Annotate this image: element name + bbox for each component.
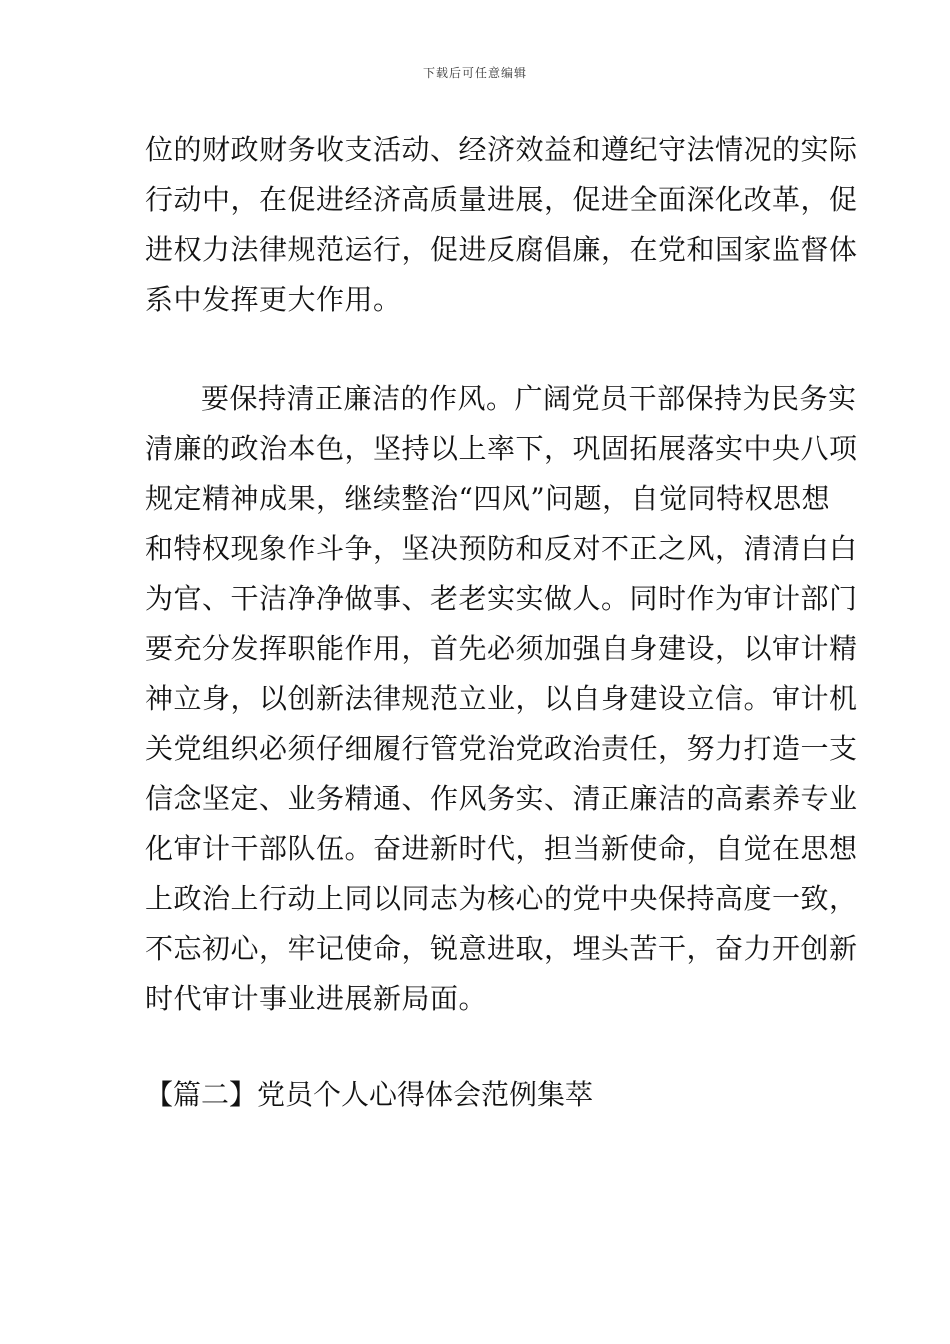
paragraph-line: 位的财政财务收支活动、经济效益和遵纪守法情况的实际 xyxy=(145,133,858,166)
paragraph-line: 为官、干洁净净做事、老老实实做人。同时作为审计部门 xyxy=(145,582,858,615)
paragraph-line: 关党组织必须仔细履行管党治党政治责任，努力打造一支 xyxy=(145,732,858,765)
paragraph-line: 神立身，以创新法律规范立业，以自身建设立信。审计机 xyxy=(145,682,858,715)
paragraph-line: 规定精神成果，继续整治“四风”问题，自觉同特权思想 xyxy=(145,482,831,515)
paragraph-line: 要充分发挥职能作用，首先必须加强自身建设，以审计精 xyxy=(145,632,858,665)
header-note: 下载后可任意编辑 xyxy=(422,66,527,80)
paragraph-line: 时代审计事业进展新局面。 xyxy=(145,982,488,1015)
paragraph-line: 信念坚定、业务精通、作风务实、清正廉洁的高素养专业 xyxy=(145,782,858,815)
paragraph-line: 系中发挥更大作用。 xyxy=(145,283,402,316)
paragraph-line: 进权力法律规范运行，促进反腐倡廉，在党和国家监督体 xyxy=(145,233,858,266)
paragraph-line: 要保持清正廉洁的作风。广阔党员干部保持为民务实 xyxy=(201,382,857,415)
section-heading: 【篇二】党员个人心得体会范例集萃 xyxy=(145,1078,594,1111)
paragraph-line: 清廉的政治本色，坚持以上率下，巩固拓展落实中央八项 xyxy=(145,432,858,465)
paragraph-line: 上政治上行动上同以同志为核心的党中央保持高度一致， xyxy=(145,882,858,915)
paragraph-line: 不忘初心，牢记使命，锐意进取，埋头苦干，奋力开创新 xyxy=(145,932,858,965)
paragraph-line: 行动中，在促进经济高质量进展，促进全面深化改革，促 xyxy=(145,183,858,216)
paragraph-line: 化审计干部队伍。奋进新时代，担当新使命，自觉在思想 xyxy=(145,832,858,865)
paragraph-line: 和特权现象作斗争，坚决预防和反对不正之风，清清白白 xyxy=(145,532,858,565)
